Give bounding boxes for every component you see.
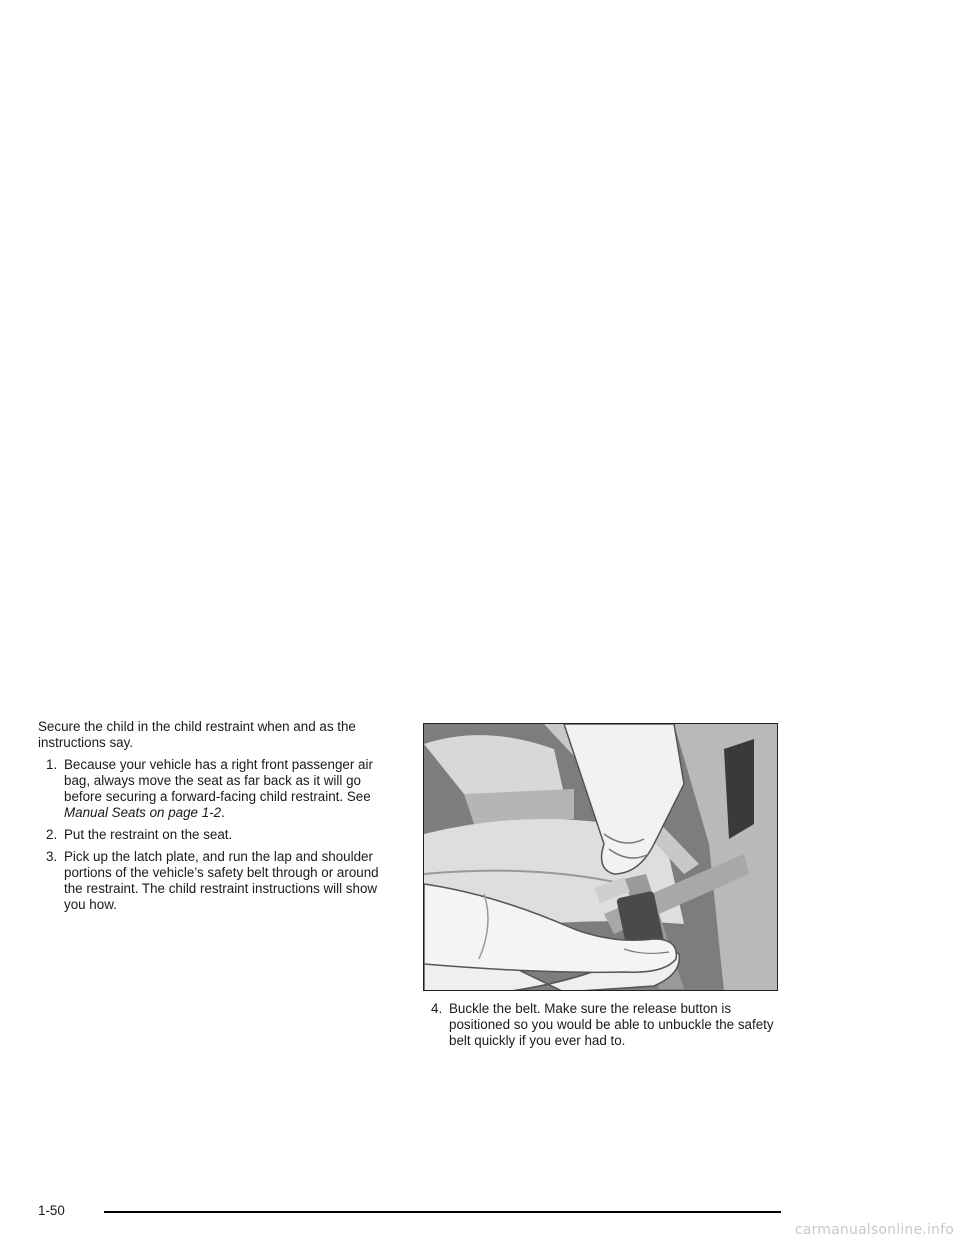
right-column: [423, 1001, 778, 1055]
step-number: 3.: [46, 849, 58, 864]
step-3: [38, 849, 388, 913]
step-1: [38, 757, 388, 821]
step-number: 1.: [46, 757, 58, 772]
step-text: Because your vehicle has a right front passenger air bag, always move the seat as far back as it will go before securing a forward-facing child restraint. See: [64, 757, 373, 804]
seat-belt-illustration: [423, 723, 778, 991]
step-4: [423, 1001, 778, 1049]
left-column: [38, 719, 388, 919]
step-number: 2.: [46, 827, 58, 842]
steps-list: [38, 757, 388, 913]
watermark: carmanualsonline.info: [794, 1222, 954, 1238]
step-text: Buckle the belt. Make sure the release button is positioned so you would be able to unbuckle the safety belt quickly if you ever had to.: [449, 1001, 774, 1048]
step-number: 4.: [431, 1001, 443, 1016]
manual-seats-reference: Manual Seats on page 1-2: [64, 805, 222, 820]
page-number: 1-50: [38, 1203, 65, 1218]
step-2: [38, 827, 388, 843]
illustration-drawing: [424, 724, 778, 991]
intro-paragraph: Secure the child in the child restraint when and as the instructions say.: [38, 719, 356, 750]
step-text: Pick up the latch plate, and run the lap and shoulder portions of the vehicle’s safety belt through or around the restraint. The child restraint instructions will show you how.: [64, 849, 379, 912]
footer-rule: [104, 1211, 781, 1213]
step-text-tail: .: [221, 805, 225, 820]
step-text: Put the restraint on the seat.: [64, 827, 233, 842]
